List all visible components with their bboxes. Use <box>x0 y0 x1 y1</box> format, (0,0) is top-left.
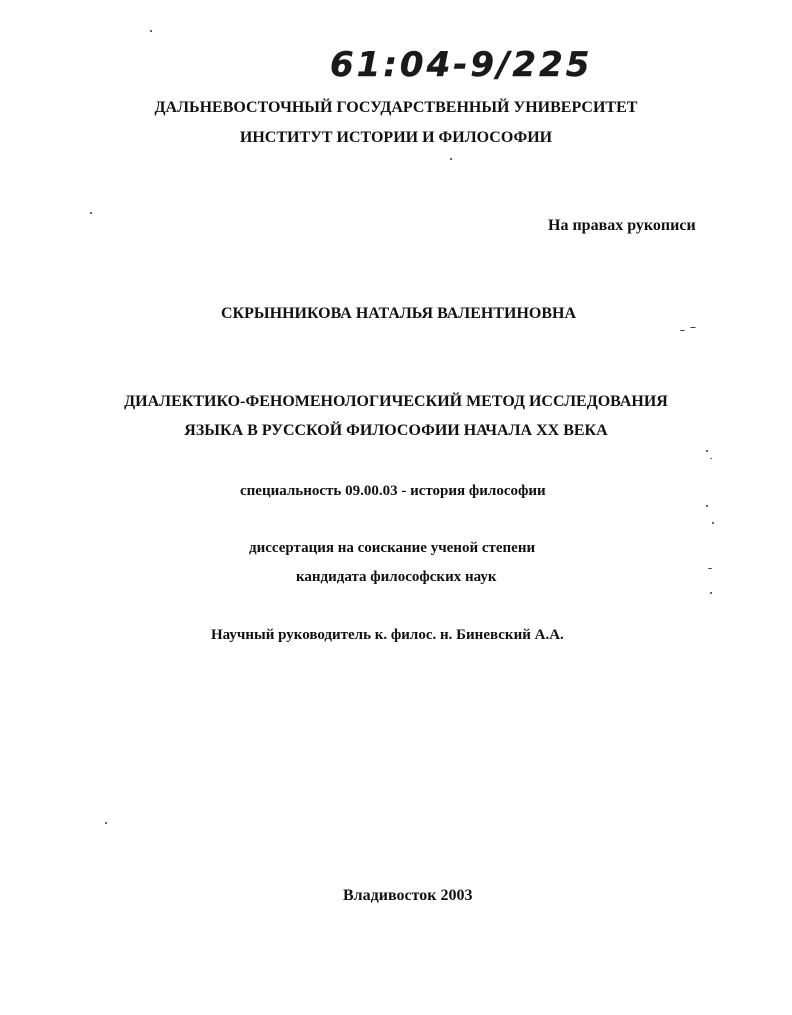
scan-speck <box>690 327 696 328</box>
scan-speck <box>710 592 712 594</box>
institute-name: ИНСТИТУТ ИСТОРИИ И ФИЛОСОФИИ <box>239 129 553 146</box>
author-name: СКРЫННИКОВА НАТАЛЬЯ ВАЛЕНТИНОВНА <box>221 305 577 322</box>
scan-speck <box>706 505 708 507</box>
scan-speck <box>150 30 152 32</box>
supervisor: Научный руководитель к. филос. н. Биневский А.А. <box>211 627 564 643</box>
manuscript-note: На правах рукописи <box>548 217 696 234</box>
scan-speck <box>712 522 714 524</box>
archive-number-text: 61:04-9/225 <box>330 45 590 84</box>
archive-number-handwriting <box>330 42 590 84</box>
specialty: специальность 09.00.03 - история философии <box>240 483 546 499</box>
dissertation-title-line-2: ЯЗЫКА В РУССКОЙ ФИЛОСОФИИ НАЧАЛА XX ВЕКА <box>184 422 608 439</box>
scan-speck <box>706 450 708 452</box>
university-name: ДАЛЬНЕВОСТОЧНЫЙ ГОСУДАРСТВЕННЫЙ УНИВЕРСИТЕТ <box>154 99 638 116</box>
archive-number-svg <box>330 42 590 84</box>
degree-line-1: диссертация на соискание ученой степени <box>249 540 536 556</box>
scan-speck <box>105 822 107 824</box>
degree-line-2: кандидата философских наук <box>296 569 497 585</box>
scan-speck <box>680 330 685 331</box>
scan-speck <box>710 458 712 459</box>
dissertation-title-line-1: ДИАЛЕКТИКО-ФЕНОМЕНОЛОГИЧЕСКИЙ МЕТОД ИССЛЕДОВАНИЯ <box>124 393 668 410</box>
scan-speck <box>90 212 92 214</box>
place-and-year: Владивосток 2003 <box>343 887 473 904</box>
scan-speck <box>450 158 452 160</box>
scan-speck <box>708 568 712 569</box>
